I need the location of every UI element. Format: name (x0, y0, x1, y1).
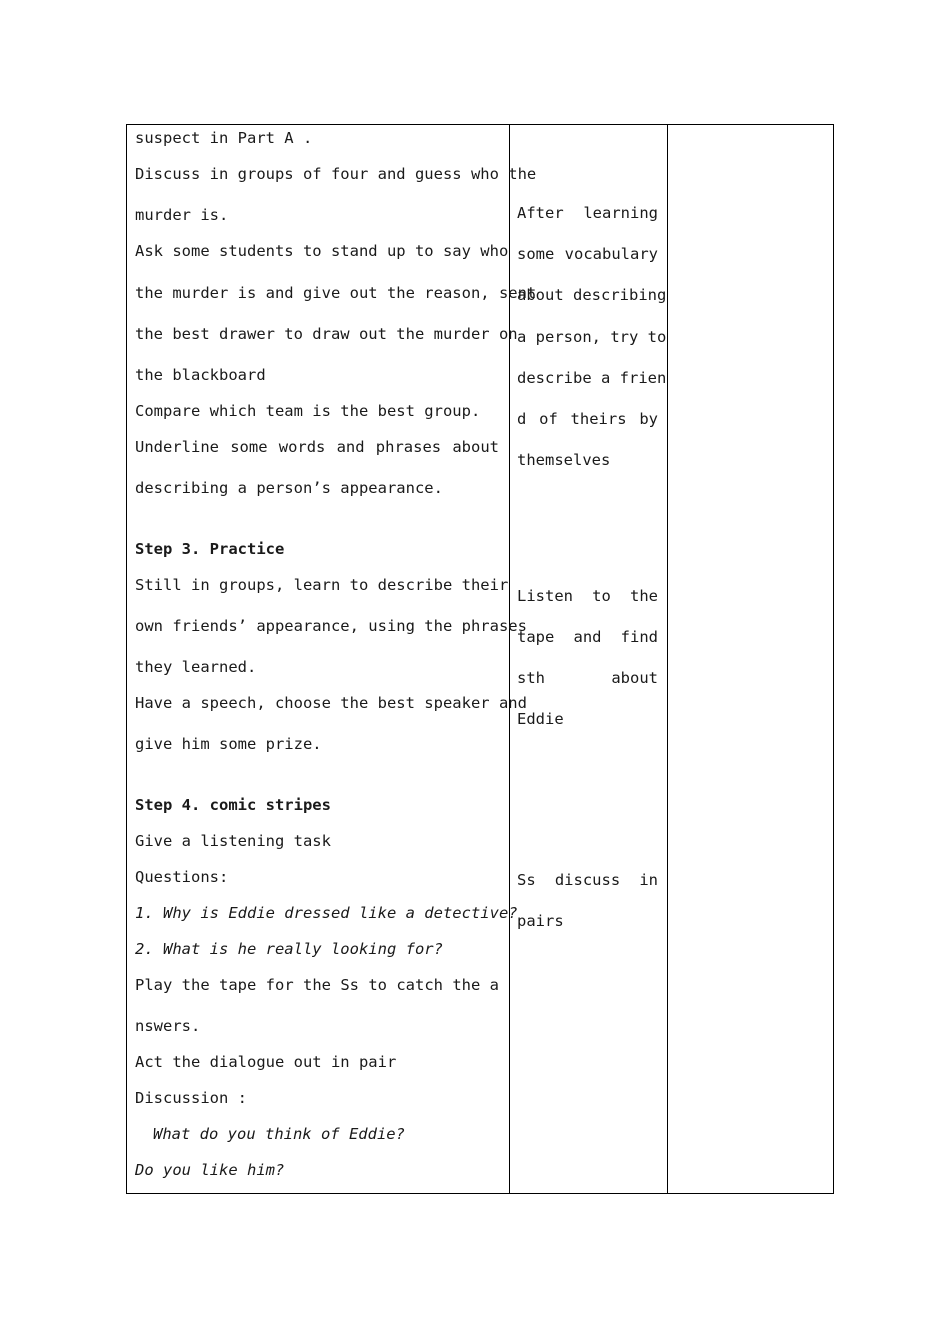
activity-line: they learned. (135, 658, 257, 676)
student-activity-line: about describing (517, 286, 667, 304)
activity-line: Give a listening task (135, 832, 331, 850)
activity-line: Ask some students to stand up to say who (135, 242, 509, 260)
student-activity-line: describe a frien (517, 369, 667, 387)
student-activity-line: Eddie (517, 710, 564, 728)
student-activity-line: After learning (517, 204, 658, 222)
activity-line: Have a speech, choose the best speaker and (135, 694, 527, 712)
student-activity-line: themselves (517, 451, 611, 469)
student-activity-line: Listen to the (517, 587, 658, 605)
activity-line: nswers. (135, 1017, 201, 1035)
student-activity-line: tape and find (517, 628, 658, 646)
activity-line: suspect in Part A . (135, 129, 313, 147)
activity-line: Underline some words and phrases about (135, 438, 499, 456)
activity-line: the best drawer to draw out the murder on (135, 325, 518, 343)
student-activity-line: d of theirs by (517, 410, 658, 428)
step4-heading: Step 4. comic stripes (135, 796, 331, 814)
student-activity-line: a person, try to (517, 328, 667, 346)
discussion-label: Discussion : (135, 1089, 247, 1107)
step3-heading: Step 3. Practice (135, 540, 285, 558)
student-activity-line: some vocabulary (517, 245, 658, 263)
activity-line: the blackboard (135, 366, 266, 384)
activity-line: murder is. (135, 206, 229, 224)
discussion-question: Do you like him? (135, 1161, 285, 1179)
activity-line: Compare which team is the best group. (135, 402, 481, 420)
activity-line: Act the dialogue out in pair (135, 1053, 397, 1071)
questions-label: Questions: (135, 868, 229, 886)
activity-line: Discuss in groups of four and guess who the (135, 165, 537, 183)
activity-line: give him some prize. (135, 735, 322, 753)
activity-line: the murder is and give out the reason, sent (135, 284, 537, 302)
student-activity-line: pairs (517, 912, 564, 930)
discussion-question: What do you think of Eddie? (153, 1125, 405, 1143)
activity-line: Still in groups, learn to describe their (135, 576, 509, 594)
student-activity-line: sth about (517, 669, 658, 687)
student-activity-line: Ss discuss in (517, 871, 658, 889)
question-item: 1. Why is Eddie dressed like a detective? (135, 904, 518, 922)
activity-line: Play the tape for the Ss to catch the a (135, 976, 499, 994)
column-divider (667, 125, 668, 1193)
activity-line: describing a person’s appearance. (135, 479, 443, 497)
activity-line: own friends’ appearance, using the phrases (135, 617, 527, 635)
question-item: 2. What is he really looking for? (135, 940, 443, 958)
